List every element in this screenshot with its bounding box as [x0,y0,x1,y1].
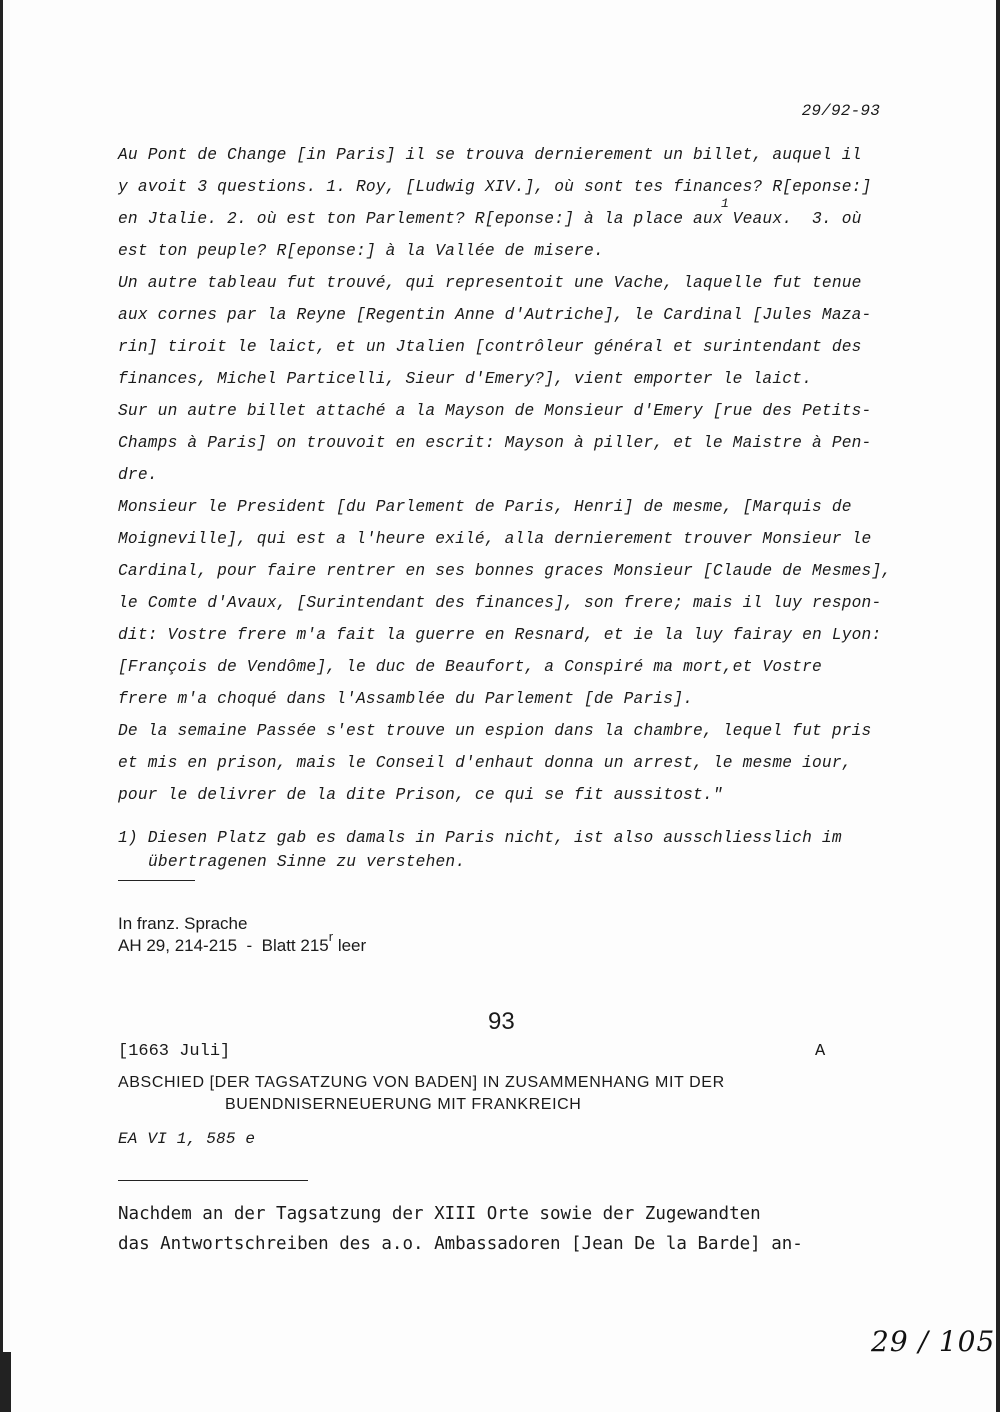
handwritten-page-number: 29 / 105 [871,1325,996,1358]
body-line: Nachdem an der Tagsatzung der XIII Orte sowie der Zugewandten [118,1204,761,1224]
transcript-line: Cardinal, pour faire rentrer en ses bonnes graces Monsieur [Claude de Mesmes], [118,562,892,580]
transcript-line: Au Pont de Change [in Paris] il se trouva dernierement un billet, auquel il [118,146,862,164]
transcript-line: dit: Vostre frere m'a fait la guerre en Resnard, et ie la luy fairay en Lyon: [118,626,882,644]
archive-ref-sup: r [328,929,334,944]
footnote [118,826,898,874]
transcript-line: dre. [118,466,158,484]
scan-edge-bottom [3,1352,11,1412]
archive-ref-text: AH 29, 214-215 - Blatt 215 [118,936,329,955]
document-date: [1663 Juli] [118,1042,231,1061]
document-title: ABSCHIED [DER TAGSATZUNG VON BADEN] IN ZUSAMMENHANG MIT DER [118,1074,725,1091]
separator-rule [118,880,195,881]
transcript-line: et mis en prison, mais le Conseil d'enhaut donna un arrest, le mesme iour, [118,754,852,772]
language-note: In franz. Sprache [118,914,248,933]
transcript-line: aux cornes par la Reyne [Regentin Anne d'Autriche], le Cardinal [Jules Maza- [118,306,872,324]
transcript-line: le Comte d'Avaux, [Surintendant des finances], son frere; mais il luy respon- [118,594,882,612]
transcript-line: y avoit 3 questions. 1. Roy, [Ludwig XIV.], où sont tes finances? R[eponse:] [118,178,872,196]
document-title-cont: BUENDNISERNEUERUNG MIT FRANKREICH [225,1096,582,1113]
transcript-line: pour le delivrer de la dite Prison, ce qui se fit aussitost." [118,786,723,804]
transcript-line: Champs à Paris] on trouvoit en escrit: Mayson à piller, et le Maistre à Pen- [118,434,872,452]
transcript-line: rin] tiroit le laict, et un Jtalien [contrôleur général et surintendant des [118,338,862,356]
document-class: A [815,1042,826,1061]
transcript-line: est ton peuple? R[eponse:] à la Vallée de misere. [118,242,604,260]
transcript-line: [François de Vendôme], le duc de Beaufort, a Conspiré ma mort,et Vostre [118,658,822,676]
transcript-line: finances, Michel Particelli, Sieur d'Emery?], vient emporter le laict. [118,370,812,388]
separator-rule [118,1180,308,1181]
transcript-line: Un autre tableau fut trouvé, qui representoit une Vache, laquelle fut tenue [118,274,862,292]
page-reference: 29/92-93 [801,102,880,120]
transcript-line: Moigneville], qui est a l'heure exilé, alla dernierement trouver Monsieur le [118,530,872,548]
transcript-line: Sur un autre billet attaché a la Mayson de Monsieur d'Emery [rue des Petits- [118,402,872,420]
archive-ref-suffix: leer [333,936,367,955]
footnote-line: 1) Diesen Platz gab es damals in Paris nicht, ist also ausschliesslich im [118,829,842,847]
footnote-marker: 1 [721,196,730,211]
scan-edge [996,0,1000,1412]
source-reference: EA VI 1, 585 e [118,1130,256,1148]
document-number: 93 [488,1008,515,1035]
transcript-line: frere m'a choqué dans l'Assamblée du Parlement [de Paris]. [118,690,694,708]
transcript-line: De la semaine Passée s'est trouve un espion dans la chambre, lequel fut pris [118,722,872,740]
footnote-line: übertragenen Sinne zu verstehen. [148,853,466,871]
body-line: das Antwortschreiben des a.o. Ambassadoren [Jean De la Barde] an- [118,1234,803,1254]
transcript-line: en Jtalie. 2. où est ton Parlement? R[eponse:] à la place aux Veaux. 3. où [118,210,862,228]
archive-reference [118,929,367,956]
transcript-line: Monsieur le President [du Parlement de Paris, Henri] de mesme, [Marquis de [118,498,852,516]
